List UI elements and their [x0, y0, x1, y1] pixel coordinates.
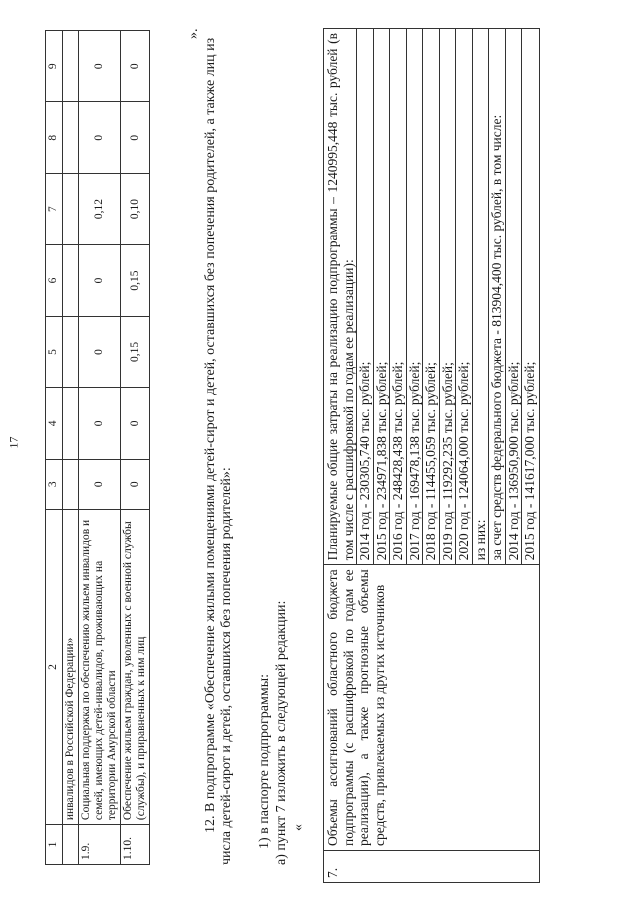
table-row — [79, 31, 121, 865]
row-value: 0 — [79, 245, 121, 316]
table-header-row — [46, 31, 63, 865]
header-cell: 7 — [46, 173, 63, 244]
header-cell: 4 — [46, 388, 63, 459]
row-value: 0,12 — [79, 173, 121, 244]
federal-year-line: 2015 год - 141617,000 тыс. рублей; — [522, 361, 537, 561]
row-value: 0,15 — [121, 245, 150, 316]
row-number: 1.10. — [121, 825, 150, 865]
row-value — [63, 388, 79, 459]
indicators-table — [45, 30, 150, 865]
item-number: 7. — [324, 851, 540, 883]
row-value: 0,10 — [121, 173, 150, 244]
year-line: 2018 год - 114455,059 тыс. рублей; — [423, 29, 440, 564]
item-label: Объемы ассигнований областного бюджета подпрограммы (с расшифровкой по годам ее реализации), а также прогнозные объемы средств, привлекаемых из других источников — [324, 565, 540, 851]
year-line: 2017 год - 169478,138 тыс. рублей; — [407, 29, 424, 564]
year-line: 2014 год - 230305,740 тыс. рублей; — [357, 29, 374, 564]
table-row — [121, 31, 150, 865]
row-value: 0 — [79, 102, 121, 173]
of-them-label: из них: — [473, 29, 490, 564]
row-value: 0 — [79, 459, 121, 509]
row-value — [63, 316, 79, 387]
row-value — [63, 173, 79, 244]
row-value: 0 — [121, 388, 150, 459]
table-row — [63, 31, 79, 865]
item-1: 1) в паспорте подпрограммы: — [257, 673, 272, 849]
table-row — [324, 29, 540, 883]
year-line: 2015 год - 234971,838 тыс. рублей; — [374, 29, 391, 564]
row-value — [63, 459, 79, 509]
row-value: 0 — [121, 459, 150, 509]
row-name: Социальная поддержка по обеспечению жильем инвалидов и семей, имеющих детей-инвалидов, проживающих на территории Амурской области — [79, 509, 121, 824]
passport-table — [323, 28, 540, 883]
row-value: 0 — [79, 31, 121, 102]
header-cell: 2 — [46, 509, 63, 824]
item-content — [324, 29, 540, 565]
row-name: инвалидов в Российской Федерации» — [63, 509, 79, 824]
federal-year-line: 2014 год - 136950,900 тыс. рублей; — [506, 29, 523, 564]
open-quote: « — [291, 824, 306, 831]
total-funding: Планируемые общие затраты на реализацию подпрограммы – 1240995,448 тыс. рублей (в том числе с расшифровкой по годам ее реализации): — [325, 29, 357, 564]
row-value — [63, 245, 79, 316]
federal-funding: за счет средств федерального бюджета - 813904,400 тыс. рублей, в том числе: — [489, 29, 506, 564]
closing-quote: ». — [186, 28, 201, 39]
header-cell: 3 — [46, 459, 63, 509]
year-line: 2019 год - 119292,235 тыс. рублей; — [440, 29, 457, 564]
header-cell: 9 — [46, 31, 63, 102]
row-number — [63, 825, 79, 865]
row-value: 0 — [79, 316, 121, 387]
year-line: 2020 год - 124064,000 тыс. рублей; — [456, 29, 473, 564]
header-cell: 1 — [46, 825, 63, 865]
row-value: 0,15 — [121, 316, 150, 387]
year-line: 2016 год - 248428,438 тыс. рублей; — [390, 29, 407, 564]
header-cell: 5 — [46, 316, 63, 387]
row-value — [63, 31, 79, 102]
row-number: 1.9. — [79, 825, 121, 865]
header-cell: 8 — [46, 102, 63, 173]
row-value — [63, 102, 79, 173]
row-name: Обеспечение жильем граждан, уволенных с военной службы (службы), и приравненных к ним лиц — [121, 509, 150, 824]
row-value: 0 — [79, 388, 121, 459]
header-cell: 6 — [46, 245, 63, 316]
page-number: 17 — [6, 436, 21, 449]
row-value: 0 — [121, 31, 150, 102]
paragraph-12: 12. В подпрограмме «Обеспечение жилыми помещениями детей-сирот и детей, оставшихся без попечения родителей, а также лиц из числа детей-сирот и детей, оставшихся без попечения родителей»: — [203, 37, 234, 865]
row-value: 0 — [121, 102, 150, 173]
item-a: а) пункт 7 изложить в следующей редакции: — [274, 600, 289, 865]
